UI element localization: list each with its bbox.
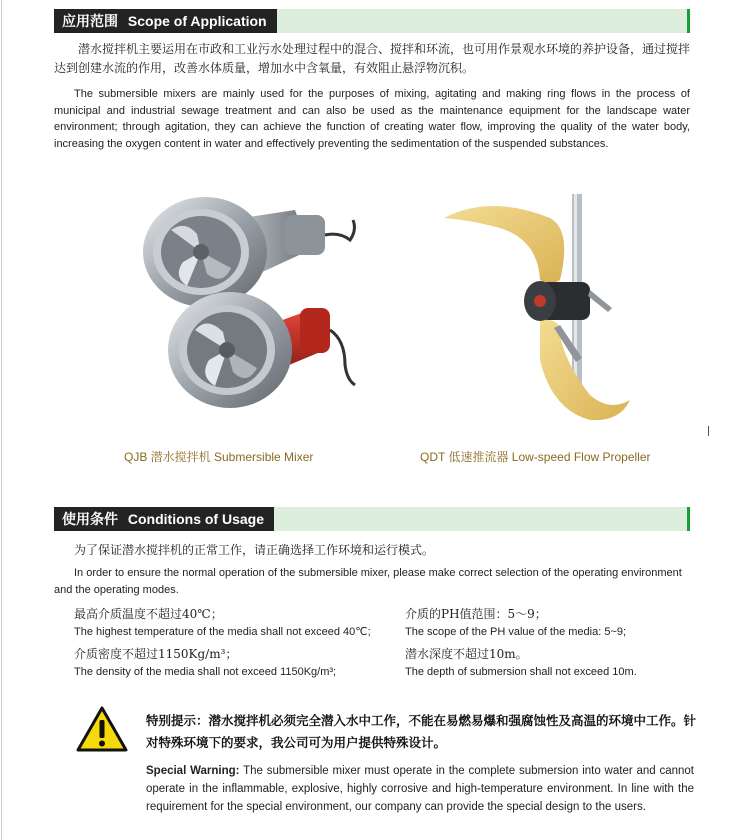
condition-depth <box>405 645 695 680</box>
margin-tick <box>708 426 709 436</box>
condition-cn: 介质的PH值范围：5～9； <box>405 607 547 621</box>
header-accent-bar <box>687 9 690 33</box>
scope-title-en: Scope of Application <box>127 13 267 29</box>
condition-ph <box>405 605 695 640</box>
usage-intro-en: In order to ensure the normal operation of the submersible mixer, please make correct selection of the operating environment and the operating modes. <box>54 567 682 596</box>
usage-header-tag <box>54 507 274 531</box>
page-left-border <box>1 0 2 840</box>
scope-title-cn: 应用范围 <box>62 13 118 29</box>
condition-density <box>74 645 394 680</box>
condition-en: The density of the media shall not exceed 1150Kg/m³; <box>74 666 337 678</box>
header-accent-bar <box>687 507 690 531</box>
usage-section-header <box>54 507 690 531</box>
product-caption-propeller: QDT 低速推流器 Low-speed Flow Propeller <box>420 450 651 464</box>
product-caption-mixer: QJB 潜水搅拌机 Submersible Mixer <box>124 450 314 464</box>
warning-icon <box>76 706 128 752</box>
condition-cn: 潜水深度不超过10m。 <box>405 647 528 661</box>
submersible-mixer-image <box>135 190 365 430</box>
condition-cn: 介质密度不超过1150Kg/m³； <box>74 647 238 661</box>
scope-paragraph-en: The submersible mixers are mainly used for the purposes of mixing, agitating and making ring flows in the process of municipal and industrial sewage treatment and can also be used as the maintenance equipment for the landscape water environment; through agitation, they can achieve the function of creating water flow, improving the quality of the water body, increasing the oxygen content in water and effectively preventing the sedimentation of the suspended substances. <box>54 88 690 150</box>
condition-en: The scope of the PH value of the media: 5~9; <box>405 626 627 638</box>
flow-propeller-image <box>440 190 640 430</box>
special-warning-cn: 特别提示：潜水搅拌机必须完全潜入水中工作，不能在易燃易爆和强腐蚀性及高温的环境中工作。针对特殊环境下的要求，我公司可为用户提供特殊设计。 <box>146 713 697 750</box>
special-warning-label: Special Warning: <box>146 765 240 777</box>
condition-en: The highest temperature of the media shall not exceed 40℃; <box>74 626 371 638</box>
scope-section-header <box>54 9 690 33</box>
usage-intro-cn: 为了保证潜水搅拌机的正常工作，请正确选择工作环境和运行模式。 <box>74 543 435 557</box>
scope-header-tag <box>54 9 277 33</box>
special-warning-en <box>146 762 694 816</box>
usage-title-cn: 使用条件 <box>62 511 118 527</box>
usage-title-en: Conditions of Usage <box>127 511 265 527</box>
condition-en: The depth of submersion shall not exceed 10m. <box>405 666 637 678</box>
special-warning-text: The submersible mixer must operate in the complete submersion into water and cannot operate in the inflammable, explosive, highly corrosive and high-temperature environment. In line with the requirement for the special environment, our company can provide the special design to the users. <box>146 765 694 813</box>
condition-cn: 最高介质温度不超过40℃； <box>74 607 223 621</box>
scope-paragraph-cn: 潜水搅拌机主要运用在市政和工业污水处理过程中的混合、搅拌和环流，也可用作景观水环境的养护设备，通过搅拌达到创建水流的作用，改善水体质量，增加水中含氧量，有效阻止悬浮物沉积。 <box>54 42 691 75</box>
condition-temperature <box>74 605 394 640</box>
